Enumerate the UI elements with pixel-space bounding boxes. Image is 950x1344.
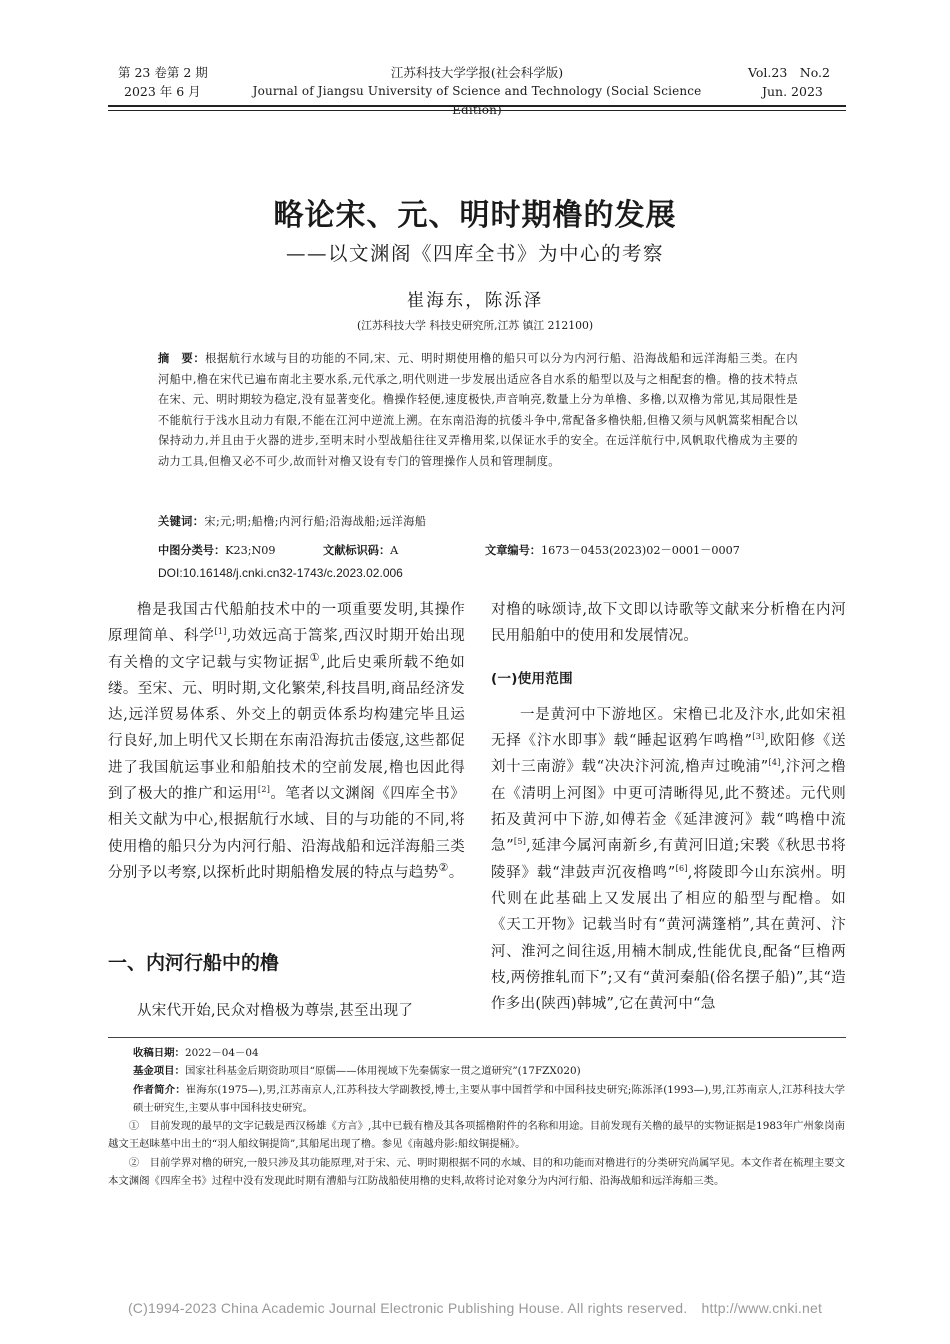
author-bio xyxy=(133,1081,845,1118)
author-bio-label: 作者简介： xyxy=(133,1083,186,1096)
usage-text-c: ,汴河之橹在《清明上河图》中更可清晰得见,此不赘述。元代则拓及黄河中下游,如傅若金《延津渡河》载“鸣橹中流急” xyxy=(491,759,846,855)
clc-value: K23;N09 xyxy=(225,544,276,557)
intro-text-c: ,此后史乘所载不绝如缕。至宋、元、明时期,文化繁荣,科技昌明,商品经济发达,远洋贸易体系、外交上的朝贡体系均构建完毕且运行良好,加上明代又长期在东南沿海抗击倭寇,这些都促进了我国航运事业和船舶技术的空前发展,橹也因此得到了极大的推广和运用 xyxy=(108,654,465,803)
article-subtitle: ——以文渊阁《四库全书》为中心的考察 xyxy=(285,242,664,265)
footnote-mark-2[interactable]: ② xyxy=(438,861,449,875)
article-no-value: 1673－0453(2023)02－0001－0007 xyxy=(540,544,740,557)
journal-volume-en xyxy=(748,63,830,101)
right-paragraph-1: 对橹的咏颂诗,故下文即以诗歌等文献来分析橹在内河民用船舶中的使用和发展情况。 xyxy=(491,602,846,645)
usage-text-e: ,将陵即今山东滨州。明代则在此基础上又发展出了相应的船型与配橹。如《天工开物》记载当时有“黄河满篷梢”,其在黄河、汴河、淮河之间往返,用楠木制成,性能优良,配备“巨橹两枝,两傍推轧而下”;又有“黄河秦船(俗名摆子船)”,其“造作多出(陕西)韩城”,它在黄河中“急 xyxy=(491,864,846,1013)
section1-paragraph: 从宋代开始,民众对橹极为尊崇,甚至出现了 xyxy=(137,1003,414,1019)
footnote-rule xyxy=(108,1037,846,1038)
article-number xyxy=(485,541,740,561)
usage-text-a: 一是黄河中下游地区。宋橹已北及汴水,此如宋祖无择《汴水即事》载“睡起讴鸦乍鸣橹” xyxy=(491,706,846,750)
footnote-2 xyxy=(108,1154,845,1191)
citation-4[interactable]: [4] xyxy=(768,758,781,768)
abstract xyxy=(158,349,798,472)
fund-value: 国家社科基金后期资助项目“原儒——体用视域下先秦儒家一贯之道研究”(17FZX020) xyxy=(184,1065,581,1078)
abstract-label: 摘 要： xyxy=(158,352,206,365)
footnote-2-text: 目前学界对橹的研究,一般只涉及其功能原理,对于宋、元、明时期根据不同的水域、目的和功能而对橹进行的分类研究尚属罕见。本文作者在梳理主要文本文渊阁《四库全书》过程中没有发现此时期有漕船与江防战船使用橹的史料,故将讨论对象分为内河行船、沿海战船和远洋海船三类。 xyxy=(108,1156,845,1188)
body-right-column xyxy=(491,597,846,1017)
footnote-mark-1[interactable]: ① xyxy=(309,650,321,664)
fund-label: 基金项目： xyxy=(133,1065,185,1078)
footnote-1 xyxy=(108,1117,845,1154)
citation-2[interactable]: [2] xyxy=(257,785,271,795)
authors: 崔海东，陈泺泽 xyxy=(406,291,544,311)
journal-name xyxy=(232,63,722,120)
doc-code-value: A xyxy=(390,544,399,557)
footnote-1-text: 目前发现的最早的文字记载是西汉杨雄《方言》,其中已载有橹及其各项摇橹附件的名称和用途。目前发现有关橹的最早的实物证据是1983年广州象岗南越文王赵眛墓中出土的“羽人船纹铜提筒”,其船尾出现了橹。参见《南越舟影:船纹铜提桶》。 xyxy=(108,1120,846,1151)
received-date xyxy=(133,1044,845,1062)
intro-paragraph xyxy=(108,597,465,886)
doc-code-label: 文献标识码： xyxy=(323,544,391,557)
section-heading-1: 一、内河行船中的橹 xyxy=(108,952,280,974)
footnote-2-mark: ② xyxy=(128,1156,140,1169)
volume-issue-cn: 第 23 卷第 2 期 xyxy=(118,65,208,80)
citation-3[interactable]: [3] xyxy=(752,732,765,742)
footnotes xyxy=(108,1044,846,1190)
fund-info xyxy=(133,1062,845,1080)
journal-name-en: Journal of Jiangsu University of Science and Technology (Social Science Edition) xyxy=(252,84,702,117)
footnote-1-mark: ① xyxy=(128,1120,140,1133)
body-left-column-continued xyxy=(108,998,465,1024)
body-left-column xyxy=(108,597,465,886)
right-paragraph-2 xyxy=(491,702,846,1018)
volume-issue-en: Vol.23 No.2 xyxy=(748,65,830,80)
received-label: 收稿日期： xyxy=(133,1047,185,1059)
journal-name-cn: 江苏科技大学学报(社会科学版) xyxy=(390,65,564,80)
header-rule-thick xyxy=(108,105,846,107)
header-rule-thin xyxy=(108,110,846,111)
subsection-heading-1: (一)使用范围 xyxy=(491,670,573,687)
document-code xyxy=(323,541,398,561)
intro-text-d: 。笔者以文渊阁《四库全书》相关文献为中心,根据航行水域、目的与功能的不同,将使用橹的船只分为内河行船、沿海战船和远洋海船三类分别予以考察,以探析此时期船橹发展的特点与趋势 xyxy=(108,786,466,881)
usage-text-b: ,欧阳修《送刘十三南游》载“决决汴河流,橹声过晚浦” xyxy=(491,733,846,776)
citation-1[interactable]: [1] xyxy=(214,627,227,637)
intro-text-a: 橹是我国古代船舶技术中的一项重要发明,其操作原理简单、科学 xyxy=(108,602,465,645)
intro-text-b: ,功效远高于篙桨,西汉时期开始出现有关橹的文字记载与实物证据 xyxy=(108,628,465,671)
article-no-label: 文章编号： xyxy=(485,544,541,557)
date-cn: 2023 年 6 月 xyxy=(124,84,201,99)
clc-number xyxy=(158,541,276,561)
article-title: 略论宋、元、明时期橹的发展 xyxy=(273,198,677,233)
usage-text-d: ,延津今属河南新乡,有黄河旧道;宋褧《秋思书将陵驿》载“津鼓声沉夜橹鸣” xyxy=(491,838,846,881)
copyright-footer: (C)1994-2023 China Academic Journal Electronic Publishing House. All rights reserved. http://www.cnki.net xyxy=(127,1300,823,1316)
citation-6[interactable]: [6] xyxy=(675,863,688,873)
abstract-text: 根据航行水域与目的功能的不同,宋、元、明时期使用橹的船只可以分为内河行船、沿海战船和远洋海船三类。在内河船中,橹在宋代已遍布南北主要水系,元代承之,明代则进一步发展出适应各自水系的船型以及与之相配套的橹。橹的技术特点在宋、元、明时期较为稳定,没有显著变化。橹操作轻便,速度极快,声音响亮,数量上分为单橹、多橹,以双橹为常见,其局限性是不能航行于浅水且动力有限,不能在江河中逆流上溯。在东南沿海的抗倭斗争中,常配备多橹快船,但橹又须与风帆篙桨相配合以保持动力,并且由于火器的进步,至明末时小型战船往往叉弄橹用桨,以保证水手的安全。在远洋航行中,风帆取代橹成为主要的动力工具,但橹又必不可少,故而针对橹又设有专门的管理操作人员和管理制度。 xyxy=(158,352,798,468)
doi: DOI:10.16148/j.cnki.cn32-1743/c.2023.02.006 xyxy=(158,566,403,580)
affiliation: (江苏科技大学 科技史研究所,江苏 镇江 212100) xyxy=(356,319,594,332)
keywords-text: 宋;元;明;船橹;内河行船;沿海战船;远洋海船 xyxy=(204,515,427,528)
intro-text-e: 。 xyxy=(448,864,464,881)
citation-5[interactable]: [5] xyxy=(513,837,527,847)
date-en: Jun. 2023 xyxy=(762,84,823,99)
received-value: 2022－04－04 xyxy=(184,1047,259,1059)
keywords xyxy=(158,512,798,532)
keywords-label: 关键词： xyxy=(158,515,205,528)
clc-label: 中图分类号： xyxy=(158,544,226,557)
journal-volume-issue xyxy=(118,63,208,101)
author-bio-value: 崔海东(1975—),男,江苏南京人,江苏科技大学副教授,博士,主要从事中国哲学和中国科技史研究;陈泺泽(1993—),男,江苏南京人,江苏科技大学硕士研究生,主要从事中国科技史研究。 xyxy=(133,1083,845,1114)
